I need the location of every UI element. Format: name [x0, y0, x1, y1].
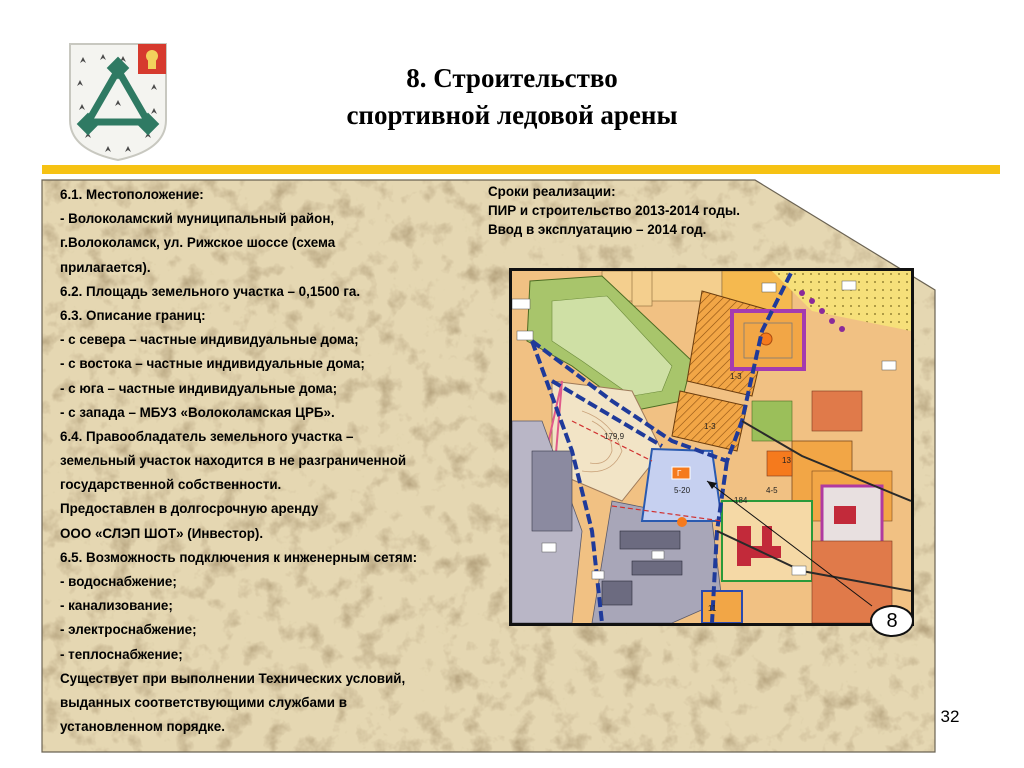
- text-line: - с севера – частные индивидуальные дома;: [60, 332, 359, 348]
- text-line: - с запада – МБУЗ «Волоколамская ЦРБ».: [60, 404, 335, 420]
- text-line: - Волоколамский муниципальный район,: [60, 211, 335, 227]
- text-line: - водоснабжение;: [60, 574, 177, 589]
- title-line-2: спортивной ледовой арены: [346, 100, 678, 130]
- text-line: ООО «СЛЭП ШОТ» (Инвестор).: [60, 525, 264, 541]
- text-line: - теплоснабжение;: [60, 646, 183, 662]
- text-line: - электроснабжение;: [60, 622, 197, 638]
- map-label-plot-letter: Г: [677, 469, 682, 478]
- text-line: - с востока – частные индивидуальные дома;: [60, 356, 365, 372]
- map-label-lot-a: 1-3: [730, 372, 742, 381]
- text-line: 6.5. Возможность подключения к инженерным сетям:: [60, 549, 418, 565]
- timeline-heading: Сроки реализации:: [488, 184, 616, 199]
- text-line: - с юга – частные индивидуальные дома;: [60, 380, 338, 396]
- text-line: установленном порядке.: [60, 719, 225, 735]
- map-label-184: 184: [734, 496, 748, 505]
- text-line: государственной собственности.: [60, 477, 282, 493]
- text-line: Существует при выполнении Технических условий,: [60, 670, 406, 686]
- timeline-block: [488, 182, 818, 239]
- map-label-zone-11: 11: [708, 604, 717, 613]
- text-line: - канализование;: [60, 598, 173, 614]
- text-line: г.Волоколамск, ул. Рижское шоссе (схема: [60, 235, 336, 251]
- site-map: [509, 268, 914, 626]
- text-line: 6.4. Правообладатель земельного участка –: [60, 428, 354, 444]
- text-line: 6.2. Площадь земельного участка – 0,1500 га.: [60, 283, 361, 299]
- map-label-zone-13: 13: [782, 456, 791, 465]
- page-number: 32: [940, 707, 960, 726]
- map-label-zone-45: 4-5: [766, 486, 778, 495]
- map-number-badge: 8: [870, 605, 914, 637]
- title-line-1: 8. Строительство: [406, 63, 618, 93]
- text-line: Предоставлен в долгосрочную аренду: [60, 501, 319, 517]
- timeline-line-2: Ввод в эксплуатацию – 2014 год.: [488, 222, 707, 237]
- map-label-elevation: 179,9: [604, 432, 625, 441]
- site-map-drawing: [512, 271, 911, 623]
- text-line: земельный участок находится в не разграниченной: [60, 453, 407, 469]
- map-label-lot-b: 1-3: [704, 422, 716, 431]
- description-block: [60, 183, 490, 739]
- text-line: выданных соответствующими службами в: [60, 694, 347, 710]
- map-label-plot-code: 5-20: [674, 486, 691, 495]
- text-line: прилагается).: [60, 259, 151, 275]
- text-line: 6.1. Местоположение:: [60, 187, 204, 202]
- text-line: 6.3. Описание границ:: [60, 307, 206, 323]
- timeline-line-1: ПИР и строительство 2013-2014 годы.: [488, 203, 740, 218]
